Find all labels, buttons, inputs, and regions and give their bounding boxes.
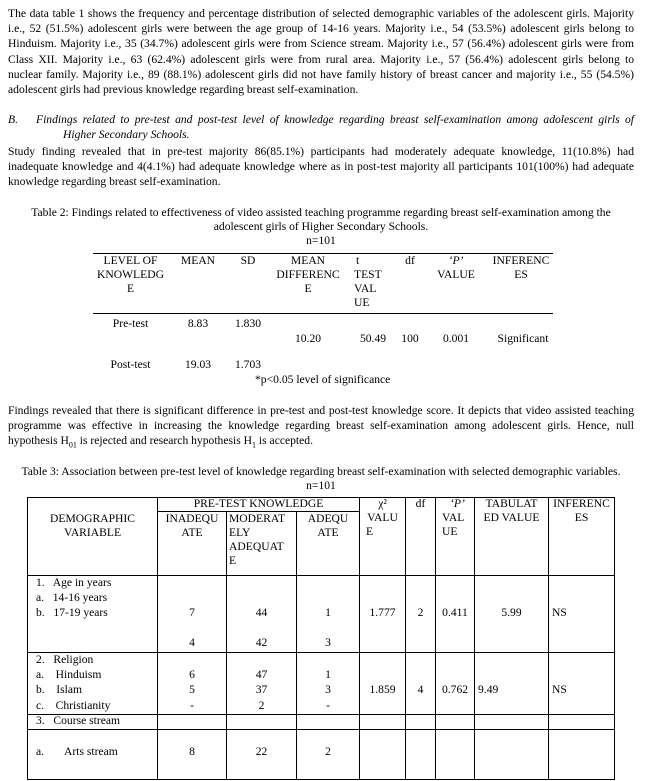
age-option-a: a. 14-16 years <box>36 591 108 604</box>
paragraph-line: inadequate knowledge and 4(4.1%) had adequate knowledge where as in post-test majority all participants 101(100%) had adequate <box>8 160 634 174</box>
paragraph-line: knowledge regarding breast self-examination. <box>8 175 221 189</box>
religion-option-c: c. Christianity <box>36 699 111 712</box>
religion-moderate-c: 2 <box>258 699 265 712</box>
variable-religion: 2. Religion <box>36 653 94 666</box>
religion-option-b: b. Islam <box>36 683 83 696</box>
table2-footnote: *p<0.05 level of significance <box>255 373 391 386</box>
paragraph-line: Class XII. Majority i.e., 63 (62.4%) adolescent girls were from rural area. Majority i.e., 57 (56.4%) adolescent girls belong to <box>8 52 634 66</box>
variable-course-stream: 3. Course stream <box>36 714 121 727</box>
course-moderate-a: 22 <box>255 745 268 758</box>
course-inadequate-a: 8 <box>189 745 195 758</box>
inference-value: Significant <box>497 332 549 345</box>
religion-adequate-c: - <box>326 699 330 712</box>
religion-moderate-b: 37 <box>255 683 268 696</box>
table-rule <box>93 313 553 314</box>
header-sd: SD <box>240 254 256 267</box>
age-inadequate-1: 7 <box>189 606 195 619</box>
df-value: 100 <box>401 332 419 345</box>
header-level: LEVEL OF KNOWLEDG E <box>97 254 164 295</box>
sample-size: n=101 <box>306 234 336 247</box>
age-option-b: b. 17-19 years <box>36 606 108 619</box>
p-value: 0.001 <box>442 332 470 345</box>
religion-df: 4 <box>417 683 424 696</box>
paragraph-line: The data table 1 shows the frequency and percentage distribution of selected demographic variables of the adolescent girls. Majority <box>8 7 634 20</box>
religion-inadequate-c: - <box>190 699 194 712</box>
religion-adequate-a: 1 <box>325 668 331 681</box>
age-moderate-2: 42 <box>255 636 268 649</box>
section-heading-line: Findings related to pre-test and post-test level of knowledge regarding breast self-examination among adolescent girls of <box>36 113 634 126</box>
row-label-posttest: Post-test <box>110 358 151 371</box>
age-adequate-1: 1 <box>325 606 331 619</box>
religion-moderate-a: 47 <box>255 668 268 681</box>
section-heading-line: Higher Secondary Schools. <box>63 127 190 141</box>
header-inadequate: INADEQU ATE <box>165 512 219 539</box>
header-tabulated-value: TABULAT ED VALUE <box>483 497 540 524</box>
age-tabulated: 5.99 <box>501 606 522 619</box>
age-moderate-1: 44 <box>255 606 268 619</box>
section-heading-b <box>8 113 634 142</box>
age-inadequate-2: 4 <box>189 636 195 649</box>
age-chi-square: 1.777 <box>369 606 396 619</box>
posttest-mean: 19.03 <box>184 358 212 371</box>
paragraph-line: nuclear family. Majority i.e., 89 (88.1%) adolescent girls did not have family history of breast cancer and majority i.e., 55 (54.5%) <box>8 67 634 81</box>
religion-adequate-b: 3 <box>325 683 331 696</box>
course-option-a: a. <box>36 745 45 758</box>
religion-option-a: a. Hinduism <box>36 668 102 681</box>
paragraph-line: Findings revealed that there is significant difference in pre-test and post-test knowledge score. It depicts that video assisted teaching <box>8 404 634 417</box>
table2-caption <box>8 206 634 248</box>
age-df: 2 <box>417 606 424 619</box>
paragraph-line: Study finding revealed that in pre-test majority 86(85.1%) participants had moderately adequate knowledge, 11(10.8%) had <box>8 145 634 158</box>
header-df: df <box>415 497 426 510</box>
header-moderately-adequate: MODERAT ELY ADEQUAT E <box>229 512 286 567</box>
row-label-pretest: Pre-test <box>112 317 149 330</box>
paragraph-line: i.e., 52 (51.5%) adolescent girls were between the age group of 14-16 years. Majority i.e., 54 (53.5%) adolescent girls belong to <box>8 22 634 36</box>
header-pretest-knowledge: PRE-TEST KNOWLEDGE <box>193 497 324 510</box>
t-value: 50.49 <box>359 332 387 345</box>
header-adequate: ADEQU ATE <box>307 512 349 539</box>
header-inference: INFERENC ES <box>492 254 550 281</box>
religion-chi-square: 1.859 <box>369 683 396 696</box>
section-marker: B. <box>8 113 18 126</box>
posttest-sd: 1.703 <box>234 358 262 371</box>
religion-tabulated: 9.49 <box>478 683 499 696</box>
course-adequate-a: 2 <box>325 745 331 758</box>
table3-caption <box>8 465 634 493</box>
religion-inference: NS <box>552 683 567 696</box>
age-p-value: 0.411 <box>442 606 468 619</box>
mean-difference-value: 10.20 <box>294 332 322 345</box>
caption-line: adolescent girls of Higher Secondary Schools. <box>213 220 429 233</box>
header-t-test: t TEST VAL UE <box>354 254 382 309</box>
header-p-value: ‘P’ VAL UE <box>442 497 465 538</box>
age-adequate-2: 3 <box>325 636 331 649</box>
header-p-value: ‘P’ VALUE <box>437 254 475 281</box>
paragraph-demographics <box>8 6 634 97</box>
religion-p-value: 0.762 <box>441 683 469 696</box>
header-chi-square: χ² VALU E <box>366 497 398 538</box>
paragraph-line: programme was effective in increasing the knowledge regarding breast self-examination among adolescent girls. Hence, null <box>8 419 634 433</box>
paragraph-findings <box>8 144 634 190</box>
religion-inadequate-b: 5 <box>189 683 195 696</box>
age-inference: NS <box>552 606 567 619</box>
paragraph-line: adolescent girls had previous knowledge regarding breast self-examination. <box>8 83 359 97</box>
paragraph-line: hypothesis $H_{01}$ is rejected and research hypothesis $H_1$ is accepted. <box>8 434 313 450</box>
header-mean-difference: MEAN DIFFERENC E <box>276 254 340 295</box>
pretest-mean: 8.83 <box>187 317 209 330</box>
header-df: df <box>405 254 415 267</box>
pretest-sd: 1.830 <box>234 317 262 330</box>
header-mean: MEAN <box>180 254 216 267</box>
course-option-a-label: Arts stream <box>64 745 118 758</box>
caption-line: Table 3: Association between pre-test level of knowledge regarding breast self-examination with selected demographic variables. <box>21 465 621 478</box>
paragraph-hypothesis <box>8 403 634 453</box>
religion-inadequate-a: 6 <box>189 668 195 681</box>
paragraph-line: Hinduism. Majority i.e., 35 (34.7%) adolescent girls were from Science stream. Majority i.e., 57 (56.4%) adolescent girls were from <box>8 37 634 51</box>
header-demographic: DEMOGRAPHIC VARIABLE <box>49 512 136 539</box>
caption-line: Table 2: Findings related to effectiveness of video assisted teaching programme regarding breast self-examination among the <box>31 206 611 219</box>
header-inference: INFERENC ES <box>553 497 610 524</box>
variable-age: 1. Age in years <box>36 576 112 589</box>
sample-size: n=101 <box>306 479 336 492</box>
